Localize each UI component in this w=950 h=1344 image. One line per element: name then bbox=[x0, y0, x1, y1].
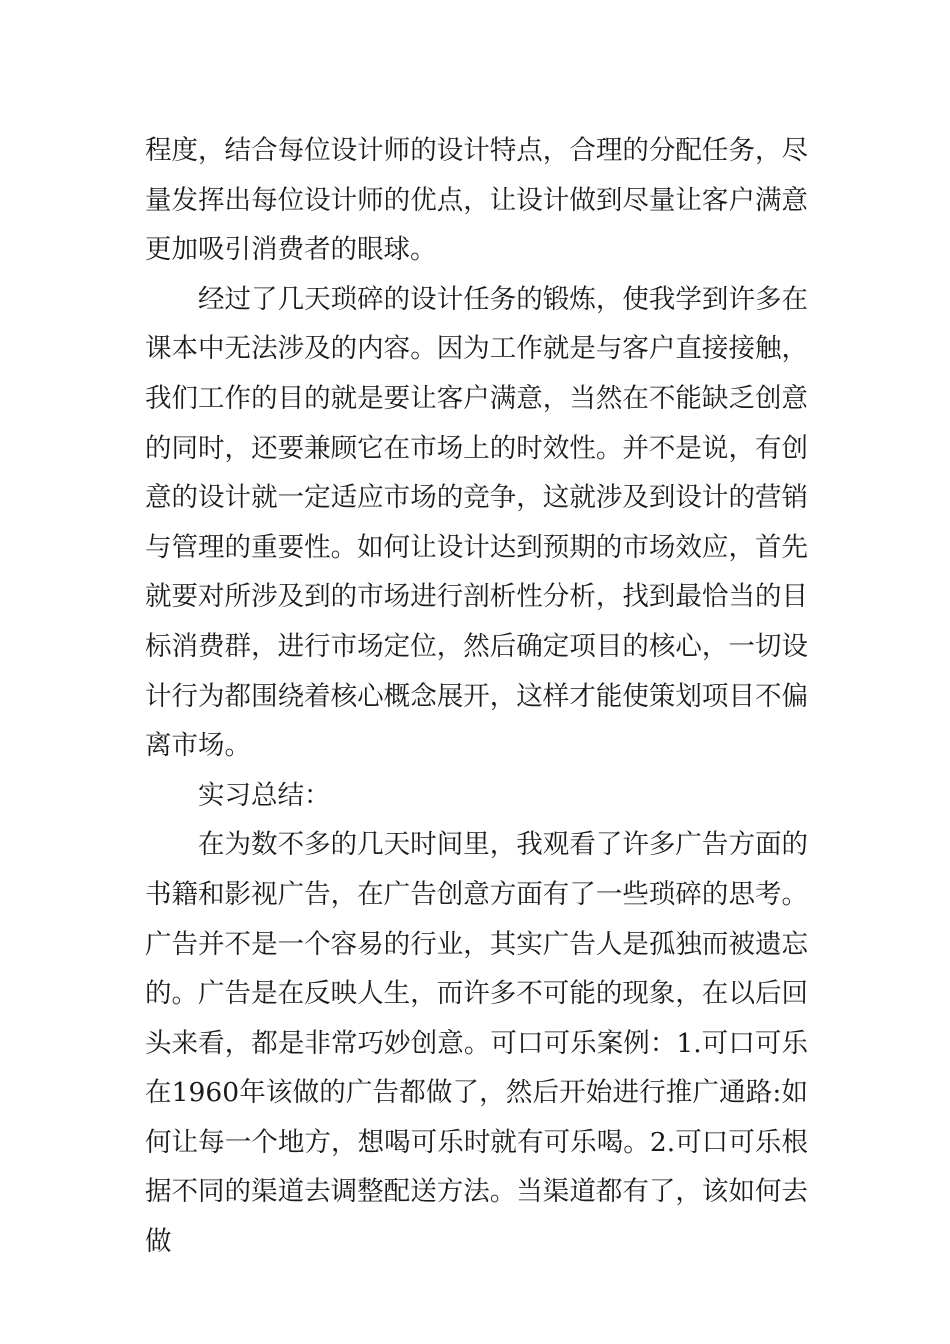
paragraph-2: 经过了几天琐碎的设计任务的锻炼，使我学到许多在课本中无法涉及的内容。因为工作就是与客户直接接触，我们工作的目的就是要让客户满意，当然在不能缺乏创意的同时，还要兼顾它在市场上的时效性。并不是说，有创意的设计就一定适应市场的竞争，这就涉及到设计的营销与管理的重要性。如何让设计达到预期的市场效应，首先就要对所涉及到的市场进行剖析性分析，找到最恰当的目标消费群，进行市场定位，然后确定项目的核心，一切设计行为都围绕着核心概念展开，这样才能使策划项目不偏离市场。 bbox=[145, 283, 808, 762]
document-body bbox=[145, 126, 808, 1267]
paragraph-1: 程度，结合每位设计师的设计特点，合理的分配任务，尽量发挥出每位设计师的优点，让设计做到尽量让客户满意更加吸引消费者的眼球。 bbox=[145, 135, 808, 266]
section-heading-internship-summary: 实习总结： bbox=[198, 779, 331, 811]
paragraph-3: 在为数不多的几天时间里，我观看了许多广告方面的书籍和影视广告，在广告创意方面有了一些琐碎的思考。广告并不是一个容易的行业，其实广告人是孤独而被遗忘的。广告是在反映人生，而许多不可能的现象，在以后回头来看，都是非常巧妙创意。可口可乐案例：1.可口可乐在1960年该做的广告都做了，然后开始进行推广通路:如何让每一个地方，想喝可乐时就有可乐喝。2.可口可乐根据不同的渠道去调整配送方法。当渠道都有了，该如何去做 bbox=[145, 829, 808, 1258]
